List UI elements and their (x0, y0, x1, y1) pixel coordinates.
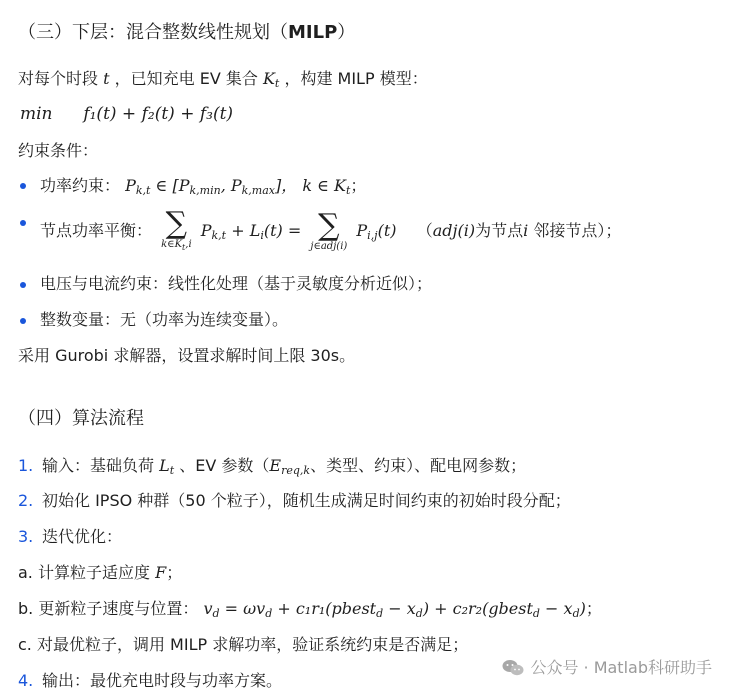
c1-mid: ∈ [P (150, 176, 190, 195)
sb-sub2: d (265, 607, 273, 620)
heading-close: ） (337, 22, 356, 43)
sb-r6: ) (579, 599, 586, 618)
constraint-voltage: 电压与电流约束：线性化处理（基于灵敏度分析近似）； (40, 274, 433, 293)
c1-sub4: t (346, 184, 351, 197)
bullet-dot (20, 220, 26, 226)
sb-sub5: d (532, 607, 540, 620)
step-number: 1. (18, 456, 34, 475)
step-number: 2. (18, 491, 34, 510)
heading-latin: MILP (288, 22, 338, 43)
c2-note-i: i (523, 221, 529, 240)
c1-end: ]， k ∈ K (275, 176, 346, 195)
math-K: K (262, 69, 275, 88)
c1-label: 功率约束： (40, 176, 121, 195)
sb-r2: + c₁r₁(pbest (272, 599, 377, 618)
c2-L-sub: i (260, 229, 264, 242)
sum1-sub-c: ,i (185, 239, 192, 250)
constraint-power (40, 175, 366, 202)
solver-note: 采用 Gurobi 求解器，设置求解时间上限 30s。 (18, 346, 356, 365)
sb-formula (203, 599, 585, 618)
math-t: t (103, 69, 110, 88)
c1-sub: k,t (135, 184, 151, 197)
c2-Pij-end: (t) (377, 221, 397, 240)
section-heading-milp (18, 22, 355, 44)
sb-sub1: d (212, 607, 220, 620)
c2-P-sub: k,t (211, 229, 227, 242)
sum-symbol-1 (161, 206, 192, 254)
step-number: 4. (18, 671, 34, 690)
bullet-dot (20, 183, 26, 189)
constraints-label: 约束条件： (18, 141, 99, 160)
c2-L: + L (226, 221, 261, 240)
watermark (502, 657, 712, 679)
c2-P: P (200, 221, 212, 240)
c2-note-math: adj(i) (432, 221, 476, 240)
sb-sub4: d (415, 607, 423, 620)
step-init: 初始化 IPSO 种群（50 个粒子），随机生成满足时间约束的初始时段分配； (42, 491, 571, 510)
sb-r1: = ωv (219, 599, 266, 618)
sb-r5: − x (539, 599, 573, 618)
s1-E-sub: req,k (281, 464, 311, 477)
c2-rhs (356, 221, 396, 240)
bullet-dot (20, 282, 26, 288)
objective-function (20, 103, 233, 125)
step-iterate: 迭代优化： (42, 527, 123, 546)
c2-note-b: 为节点 (475, 221, 524, 240)
bullet-dot (20, 318, 26, 324)
c1-mid2: , P (220, 176, 242, 195)
watermark-text: 公众号 · Matlab科研助手 (530, 658, 712, 677)
sum1-sub-b: t (182, 243, 186, 252)
heading-text: （三）下层：混合整数线性规划（ (18, 22, 288, 43)
constraint-integer: 整数变量：无（功率为连续变量）。 (40, 310, 289, 329)
objective-min: min (20, 104, 53, 124)
c2-eq: (t) = (263, 221, 302, 240)
substep-milp: c. 对最优粒子，调用 MILP 求解功率，验证系统约束是否满足； (18, 635, 469, 654)
constraint-node-balance (40, 208, 621, 259)
c2-Pij-sub: i,j (367, 229, 378, 242)
sb-v: v (203, 599, 213, 618)
sa-F: F (155, 563, 167, 582)
substep-fitness (18, 562, 182, 584)
c2-label: 节点功率平衡： (40, 221, 153, 240)
sum2-sub: j∈adj(i) (310, 240, 348, 252)
sum1-sub-a: k∈K (161, 239, 183, 250)
s1-math-E (269, 456, 310, 475)
c2-note-a: （ (416, 221, 433, 240)
s1-text-a: 输入：基础负荷 (42, 456, 155, 475)
sb-end: ； (585, 599, 602, 618)
intro-paragraph (18, 68, 428, 95)
sb-sub3: d (376, 607, 384, 620)
c1-P: P (125, 176, 136, 195)
intro-text-b: ，已知充电 EV 集合 (114, 69, 258, 88)
c1-tail: ； (350, 176, 367, 195)
section-heading-algorithm: （四）算法流程 (18, 408, 144, 429)
sb-sub6: d (572, 607, 580, 620)
s1-L: L (159, 456, 170, 475)
sigma-glyph: ∑ (318, 207, 340, 243)
sigma-glyph: ∑ (165, 206, 188, 241)
objective-expr: f₁(t) + f₂(t) + f₃(t) (83, 104, 234, 124)
step-output: 输出：最优充电时段与功率方案。 (42, 671, 283, 690)
sa-end: ； (166, 563, 183, 582)
c2-math (201, 221, 302, 240)
sa-text: a. 计算粒子适应度 (18, 563, 150, 582)
substep-update (18, 598, 602, 625)
sum1-sub (161, 239, 192, 254)
c2-note-c: 邻接节点）； (533, 221, 622, 240)
step-number: 3. (18, 527, 34, 546)
sb-r4: ) + c₂r₂(gbest (422, 599, 533, 618)
math-K-sub: t (274, 77, 280, 90)
c1-sub2: k,min (189, 184, 221, 197)
sb-r3: − x (383, 599, 416, 618)
c1-math (125, 176, 350, 195)
wechat-icon (502, 659, 524, 677)
s1-text-c: 、类型、约束）、配电网参数； (310, 456, 527, 475)
s1-E: E (269, 456, 282, 475)
sb-text: b. 更新粒子速度与位置： (18, 599, 199, 618)
s1-text-b: 、EV 参数（ (179, 456, 270, 475)
c1-sub3: k,max (241, 184, 275, 197)
intro-text-c: ，构建 MILP 模型： (284, 69, 428, 88)
s1-math-L (159, 456, 174, 475)
intro-text-a: 对每个时段 (18, 69, 99, 88)
sum-symbol-2 (310, 207, 348, 253)
s1-L-sub: t (169, 464, 175, 477)
step-input (42, 455, 526, 482)
math-Kt (263, 69, 279, 88)
c2-Pij: P (356, 221, 368, 240)
